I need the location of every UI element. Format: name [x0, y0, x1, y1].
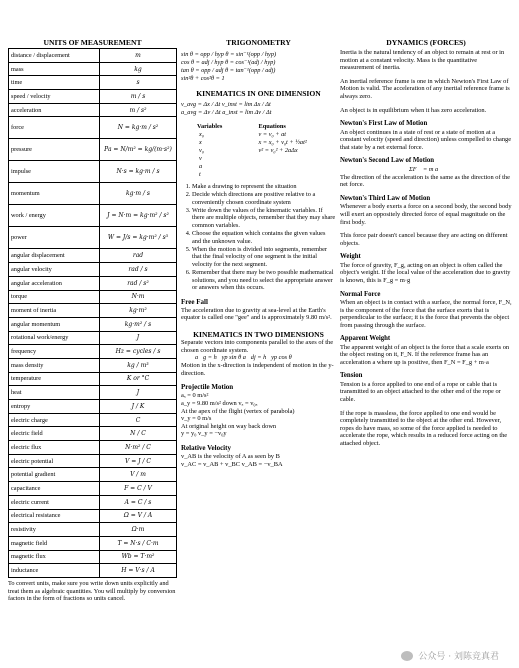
- units-row: [9, 509, 177, 523]
- variable-item: a: [199, 163, 203, 170]
- units-row: [9, 263, 177, 277]
- tension-title: Tension: [340, 372, 363, 380]
- unit-cell: rad / s²: [100, 276, 177, 290]
- units-row: [9, 161, 177, 183]
- unit-cell: kg·m²: [100, 304, 177, 318]
- projectile-line: a_y = 9.80 m/s² down vₓ = v₀ₓ: [181, 399, 258, 407]
- variables-equations: [181, 123, 336, 179]
- quantity-cell: angular velocity: [9, 263, 100, 277]
- newton2-equation: ΣF⃗ = m a⃗: [408, 165, 444, 173]
- unit-cell: N·s = kg·m / s: [100, 161, 177, 183]
- newton2-text: The direction of the acceleration is the same as the direction of the net force.: [340, 173, 510, 189]
- newton1-title: Newton's First Law of Motion: [340, 120, 428, 128]
- conversion-note: To convert units, make sure you write down units explicitly and treat them as algebraic quantities. You will multiply by conversion factors in the form of fractions so units cancel.: [8, 579, 176, 603]
- units-row: [9, 386, 177, 400]
- equation-item: v² = v₀² + 2aΔx: [258, 147, 298, 154]
- quantity-cell: electric field: [9, 427, 100, 441]
- relative-velocity-line: v_AC = v_AB + v_BC v_AB = −v_BA: [181, 460, 283, 468]
- relative-velocity-title: Relative Velocity: [181, 443, 231, 452]
- normal-force-text: When an object is in contact with a surface, the normal force, F_N, is the component of the force that the surface exerts that is perpendicular to the surface; it is the force that prevents the object from passing through the surface.: [340, 298, 512, 329]
- variable-item: x₀: [199, 131, 204, 138]
- quantity-cell: electric charge: [9, 413, 100, 427]
- unit-cell: Ω·m: [100, 523, 177, 537]
- weight-title: Weight: [340, 253, 361, 261]
- units-row: [9, 76, 177, 90]
- relative-velocity-line: v_AB is the velocity of A as seen by B: [181, 452, 280, 460]
- unit-cell: N·m² / C: [100, 441, 177, 455]
- dynamics-paragraph: Inertia is the natural tendency of an object to remain at rest or in motion at a constant velocity. Mass is the quantitative measurement of inertia.: [340, 49, 505, 72]
- watermark-text: 公众号 · 刘陈竞真君: [418, 652, 499, 662]
- units-row: [9, 372, 177, 386]
- newton2-title: Newton's Second Law of Motion: [340, 157, 435, 165]
- tension-text2: If the rope is massless, the force applied to one end would be completely transmitted to the object at the other end. However, ropes do have mass, so some of the force applied is needed to accelerate the rope, which results in a reduced force acting on the attached object.: [340, 409, 508, 448]
- projectile-line: v_y = 0 m/s: [181, 415, 212, 423]
- quantity-cell: time: [9, 76, 100, 90]
- step-item: 4. Choose the equation which contains the given values and the unknown value.: [192, 230, 336, 245]
- trig-line: tan θ = opp / adj θ = tan⁻¹(opp / adj): [181, 67, 276, 74]
- units-row: [9, 276, 177, 290]
- units-row: [9, 564, 177, 578]
- projectile-line: At the apex of the flight (vertex of parabola): [181, 407, 295, 415]
- unit-cell: Wb = T·m²: [100, 550, 177, 564]
- units-row: [9, 482, 177, 496]
- unit-cell: N·m: [100, 290, 177, 304]
- quantity-cell: torque: [9, 290, 100, 304]
- units-row: [9, 358, 177, 372]
- apparent-weight-text: The apparent weight of an object is the force that a scale exerts on the object resting on it, F_N. If the reference frame has an acceleration a where up is positive, then F_N = F_g + m·a: [340, 343, 510, 366]
- units-row: [9, 331, 177, 345]
- unit-cell: V = J / C: [100, 454, 177, 468]
- equations-title: Equations: [258, 123, 286, 130]
- kin2-text: Separate vectors into components parallel to the axes of the chosen coordinate system.: [181, 339, 334, 354]
- quantity-cell: work / energy: [9, 205, 100, 227]
- variable-item: v: [199, 155, 202, 162]
- equation-item: x = x₀ + v₀t + ½at²: [258, 139, 307, 146]
- units-row: [9, 441, 177, 455]
- quantity-cell: mass: [9, 62, 100, 76]
- quantity-cell: moment of inertia: [9, 304, 100, 318]
- quantity-cell: rotational work/energy: [9, 331, 100, 345]
- apparent-weight-title: Apparent Weight: [340, 335, 391, 343]
- freefall-title: Free Fall: [181, 297, 208, 306]
- quantity-cell: momentum: [9, 183, 100, 205]
- units-row: [9, 304, 177, 318]
- units-row: [9, 249, 177, 263]
- kin2-equation: a⃗g = h⃗yp sin θ a⃗dj = h⃗yp cos θ: [195, 354, 292, 362]
- variable-item: x: [199, 139, 202, 146]
- unit-cell: Hz = cycles / s: [100, 345, 177, 359]
- unit-cell: A = C / s: [100, 495, 177, 509]
- units-title: UNITS OF MEASUREMENT: [43, 38, 142, 47]
- quantity-cell: frequency: [9, 345, 100, 359]
- unit-cell: m / s: [100, 90, 177, 104]
- unit-cell: J / K: [100, 400, 177, 414]
- units-row: [9, 183, 177, 205]
- trig-line: cos θ = adj / hyp θ = cos⁻¹(adj / hyp): [181, 59, 276, 66]
- trig-title: TRIGONOMETRY: [226, 38, 291, 47]
- projectile-line: At original height on way back down: [181, 422, 277, 430]
- tension-text: Tension is a force applied to one end of a rope or cable that is transmitted to an object attached to the other end of the rope or cable.: [340, 380, 501, 404]
- kin1-definitions: [181, 101, 336, 117]
- variable-item: v₀: [199, 147, 204, 154]
- units-row: [9, 290, 177, 304]
- unit-cell: H = V·s / A: [100, 564, 177, 578]
- kin1-definition: a_avg = Δv / Δt a_inst = lim Δv / Δt: [181, 109, 272, 116]
- quantity-cell: inductance: [9, 564, 100, 578]
- quantity-cell: pressure: [9, 139, 100, 161]
- problem-steps: [181, 183, 336, 292]
- kin2-title: KINEMATICS IN TWO DIMENSIONS: [193, 330, 324, 339]
- units-row: [9, 495, 177, 509]
- quantity-cell: impulse: [9, 161, 100, 183]
- units-column: [8, 0, 177, 603]
- trig-formulas: [181, 51, 336, 83]
- step-item: 1. Make a drawing to represent the situation: [192, 183, 336, 191]
- normal-force-title: Normal Force: [340, 290, 381, 298]
- equation-item: v = v₀ + at: [258, 131, 286, 138]
- units-row: [9, 62, 177, 76]
- projectile-lines: [181, 392, 336, 438]
- unit-cell: K or °C: [100, 372, 177, 386]
- trig-line: sin²θ + cos²θ = 1: [181, 75, 225, 82]
- quantity-cell: distance / displacement: [9, 49, 100, 63]
- quantity-cell: electric current: [9, 495, 100, 509]
- quantity-cell: angular acceleration: [9, 276, 100, 290]
- newton1-text: An object continues in a state of rest or a state of motion at a constant velocity (speed and direction) unless compelled to change that state by a net external force.: [340, 128, 512, 151]
- quantity-cell: resistivity: [9, 523, 100, 537]
- unit-cell: Pa = N/m² = kg/(m·s²): [100, 139, 177, 161]
- newton3-text2: This force pair doesn't cancel because they are acting on different objects.: [340, 232, 508, 247]
- trig-line: sin θ = opp / hyp θ = sin⁻¹(opp / hyp): [181, 51, 277, 58]
- units-table: [8, 48, 177, 578]
- unit-cell: F = C / V: [100, 482, 177, 496]
- quantity-cell: capacitance: [9, 482, 100, 496]
- unit-cell: C: [100, 413, 177, 427]
- kinematics-column: [181, 0, 336, 468]
- quantity-cell: electric flux: [9, 441, 100, 455]
- variable-item: t: [199, 171, 201, 178]
- units-row: [9, 400, 177, 414]
- units-row: [9, 454, 177, 468]
- newton3-title: Newton's Third Law of Motion: [340, 194, 431, 202]
- quantity-cell: magnetic field: [9, 536, 100, 550]
- unit-cell: W = J/s = kg·m² / s³: [100, 227, 177, 249]
- unit-cell: kg·m² / s: [100, 317, 177, 331]
- quantity-cell: heat: [9, 386, 100, 400]
- quantity-cell: acceleration: [9, 103, 100, 117]
- units-row: [9, 413, 177, 427]
- units-row: [9, 427, 177, 441]
- units-row: [9, 317, 177, 331]
- unit-cell: N / C: [100, 427, 177, 441]
- dynamics-intro: [340, 49, 512, 114]
- units-row: [9, 536, 177, 550]
- dynamics-paragraph: An inertial reference frame is one in which Newton's First Law of Motion is valid. The acceleration of any inertial reference frame is always zero.: [340, 77, 510, 100]
- quantity-cell: speed / velocity: [9, 90, 100, 104]
- units-row: [9, 345, 177, 359]
- units-row: [9, 550, 177, 564]
- step-item: 3. Write down the values of the kinematic variables. If there are multiple objects, remember that they may share common variables.: [192, 207, 336, 230]
- equations-list: [259, 131, 337, 179]
- unit-cell: rad / s: [100, 263, 177, 277]
- step-item: 5. When the motion is divided into segments, remember that the final velocity of one segment is the initial velocity for the next segment.: [192, 246, 336, 269]
- unit-cell: J: [100, 386, 177, 400]
- variables-title: Variables: [197, 123, 223, 130]
- quantity-cell: angular momentum: [9, 317, 100, 331]
- unit-cell: T = N·s / C·m: [100, 536, 177, 550]
- dynamics-paragraph: An object is in equilibrium when it has zero acceleration.: [340, 106, 487, 114]
- quantity-cell: force: [9, 117, 100, 139]
- quantity-cell: potential gradient: [9, 468, 100, 482]
- unit-cell: m: [100, 49, 177, 63]
- relative-velocity-lines: [181, 453, 336, 468]
- units-row: [9, 205, 177, 227]
- unit-cell: N = kg·m / s²: [100, 117, 177, 139]
- units-row: [9, 103, 177, 117]
- projectile-title: Projectile Motion: [181, 383, 234, 392]
- quantity-cell: electrical resistance: [9, 509, 100, 523]
- unit-cell: kg / m³: [100, 358, 177, 372]
- kin1-title: KINEMATICS IN ONE DIMENSION: [196, 89, 321, 98]
- projectile-line: y = y₀ v_y = −v₀y: [181, 430, 227, 438]
- unit-cell: kg·m / s: [100, 183, 177, 205]
- quantity-cell: entropy: [9, 400, 100, 414]
- units-row: [9, 139, 177, 161]
- dynamics-title: DYNAMICS (FORCES): [386, 38, 466, 47]
- wechat-icon: [401, 651, 413, 661]
- step-item: 2. Decide which directions are positive relative to a conveniently chosen coordinate system: [192, 191, 336, 206]
- unit-cell: V / m: [100, 468, 177, 482]
- quantity-cell: temperature: [9, 372, 100, 386]
- newton3-text: Whenever a body exerts a force on a second body, the second body will exert an oppositely directed force of equal magnitude on the first body.: [340, 203, 512, 226]
- unit-cell: Ω = V / A: [100, 509, 177, 523]
- unit-cell: J = N·m = kg·m² / s²: [100, 205, 177, 227]
- step-item: 6. Remember that there may be two possible mathematical solutions, and you need to select the appropriate answer or answers when this occurs.: [192, 269, 336, 292]
- units-row: [9, 49, 177, 63]
- weight-text: The force of gravity, F_g, acting on an object is often called the object's weight. If the local value of the acceleration due to gravity is known, this is F_g = m·g: [340, 261, 511, 284]
- variables-list: [181, 131, 259, 179]
- units-row: [9, 90, 177, 104]
- quantity-cell: mass density: [9, 358, 100, 372]
- unit-cell: m / s²: [100, 103, 177, 117]
- freefall-text: The acceleration due to gravity at sea-level at the Earth's equator is called one "gee" and is approximately 9.80 m/s².: [181, 306, 332, 322]
- watermark: [401, 649, 499, 662]
- units-row: [9, 468, 177, 482]
- quantity-cell: angular displacement: [9, 249, 100, 263]
- kin2-text2: Motion in the x-direction is independent of motion in the y-direction.: [181, 362, 334, 377]
- units-row: [9, 227, 177, 249]
- projectile-line: aₓ = 0 m/s²: [181, 392, 209, 400]
- quantity-cell: power: [9, 227, 100, 249]
- units-row: [9, 523, 177, 537]
- units-row: [9, 117, 177, 139]
- quantity-cell: magnetic flux: [9, 550, 100, 564]
- quantity-cell: electric potential: [9, 454, 100, 468]
- unit-cell: rad: [100, 249, 177, 263]
- unit-cell: s: [100, 76, 177, 90]
- kin1-definition: v_avg = Δx / Δt v_inst = lim Δx / Δt: [181, 101, 271, 108]
- unit-cell: kg: [100, 62, 177, 76]
- unit-cell: J: [100, 331, 177, 345]
- dynamics-column: [340, 0, 512, 448]
